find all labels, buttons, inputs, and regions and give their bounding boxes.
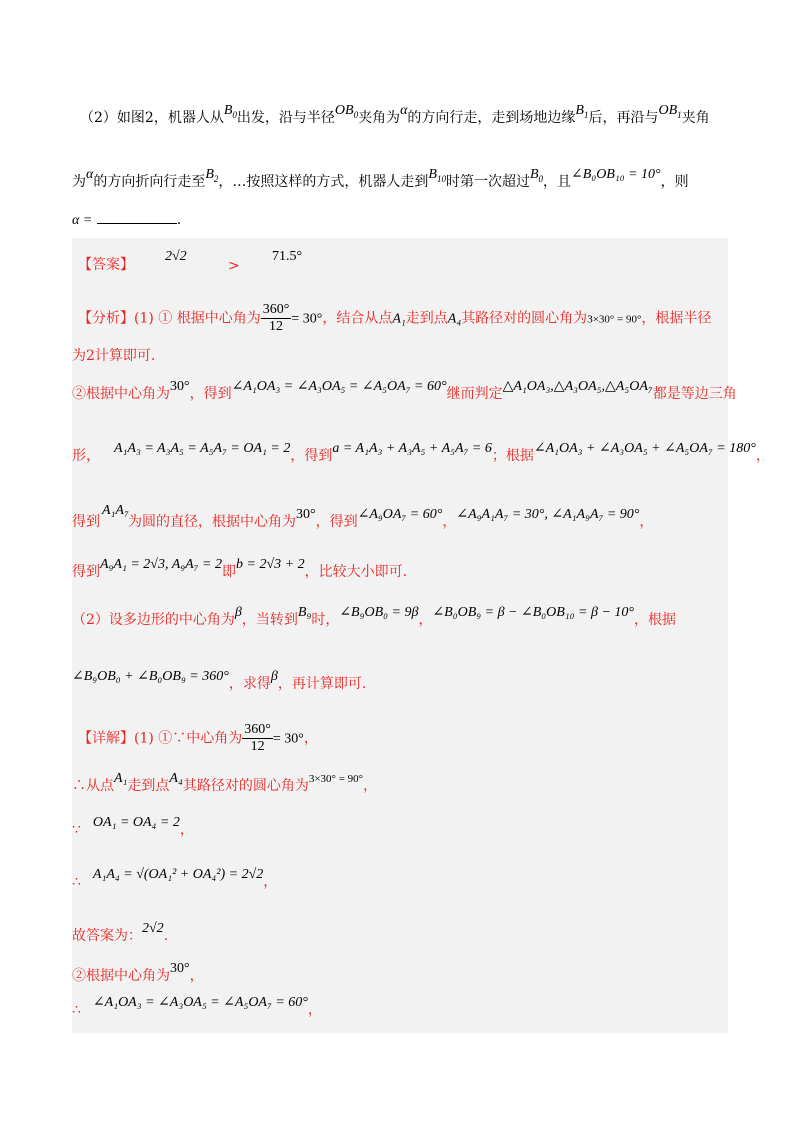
answer-compare: > — [228, 258, 240, 274]
math-alpha-2: α — [86, 167, 94, 182]
detail-line-3: ∵ OA₁ = OA₄ = 2， — [72, 815, 194, 838]
math-alpha-eq: α = — [72, 213, 93, 228]
math-angle-b0ob10: ∠B₀OB₁₀ = 10° — [571, 167, 661, 182]
analysis-line-1: 【分析】(1) ① 根据中心角为 $\frac{360^\circ}{12}$ = 30°，结合从点A₁走到点A₄其路径对的圆心角为3×30° = 90°，根据半径 — [78, 302, 712, 334]
answer-line — [78, 255, 134, 275]
fraction-360-12-detail: $\frac{360^\circ}{12}$ — [244, 722, 271, 754]
answer-label: 【答案】 — [78, 257, 134, 273]
math-alpha: α — [400, 103, 408, 118]
question-line-3: α = . — [72, 212, 182, 228]
analysis-line-6: 得到A₉A₁ = 2√3, A₉A₇ = 2即b = 2√3 + 2，比较大小即可. — [72, 557, 408, 580]
analysis-line-5: 得到 为圆的直径，根据中心角为30°，得到∠A₉OA₇ = 60°，∠A₉A₁A₇ = 30°, ∠A₁A₉A₇ = 90°， — [72, 507, 654, 530]
analysis-line-5-math: A₁A₇ — [102, 503, 129, 518]
answer-blank — [97, 223, 177, 224]
math-b10: $B_{10}$ — [428, 167, 446, 184]
math-ob1: $OB_1$ — [658, 103, 682, 120]
question-line-2: 为α的方向折向行走至$B_2$，…按照这样的方式，机器人走到$B_{10}$时第一次超过$B_0$，且∠B₀OB₁₀ = 10°，则 — [72, 167, 689, 190]
answer-value-1: 2√2 — [165, 249, 187, 264]
math-ob0: $OB_0$ — [334, 103, 359, 120]
detail-line-1: 【详解】(1) ①∵中心角为 $\frac{360^\circ}{12}$ = 30°， — [78, 722, 318, 754]
analysis-line-7: （2）设多边形的中心角为β，当转到B₉时，∠B₉OB₀ = 9β，∠B₀OB₉ = β − ∠B₀OB₁₀ = β − 10°，根据 — [72, 605, 676, 628]
analysis-line-8: ∠B₉OB₀ + ∠B₀OB₉ = 360°，求得β，再计算即可. — [72, 669, 367, 692]
analysis-line-4: 形， A₁A₃ = A₃A₅ = A₅A₇ = OA₁ = 2，得到a = A₁A₃ + A₃A₅ + A₅A₇ = 6；根据∠A₁OA₃ + ∠A₃OA₅ + ∠A₅OA₇ = 180°， — [72, 441, 770, 464]
math-b0: $B_0$ — [223, 103, 237, 120]
question-line-1: （2）如图2，机器人从$B_0$出发，沿与半径$OB_0$夹角为α的方向行走，走到场地边缘$B_1$后，再沿与$OB_1$夹角 — [80, 103, 710, 126]
analysis-line-2: 为2计算即可. — [72, 348, 156, 364]
analysis-line-3: ②根据中心角为30°，得到∠A₁OA₃ = ∠A₃OA₅ = ∠A₅OA₇ = 60°继而判定△A₁OA₃,△A₃OA₅,△A₅OA₇都是等边三角 — [72, 379, 737, 402]
detail-line-2: ∴从点A₁走到点A₄其路径对的圆心角为$^{3\times 30^\circ = 90^\circ}$， — [72, 771, 378, 794]
math-b0-2: $B_0$ — [529, 167, 544, 184]
fraction-360-12: $\frac{360^\circ}{12}$ — [262, 302, 290, 334]
answer-value-2: 71.5° — [272, 249, 303, 264]
solution-panel — [72, 238, 728, 1033]
detail-line-5: 故答案为：2√2. — [72, 921, 169, 944]
detail-line-6: ②根据中心角为30°， — [72, 961, 204, 984]
detail-line-7: ∴ ∠A₁OA₃ = ∠A₃OA₅ = ∠A₅OA₇ = 60°， — [72, 995, 322, 1018]
math-b2: $B_2$ — [205, 167, 219, 184]
detail-line-4: ∴ A₁A₄ = √(OA₁² + OA₄²) = 2√2， — [72, 867, 278, 890]
math-b1: $B_1$ — [575, 103, 589, 120]
